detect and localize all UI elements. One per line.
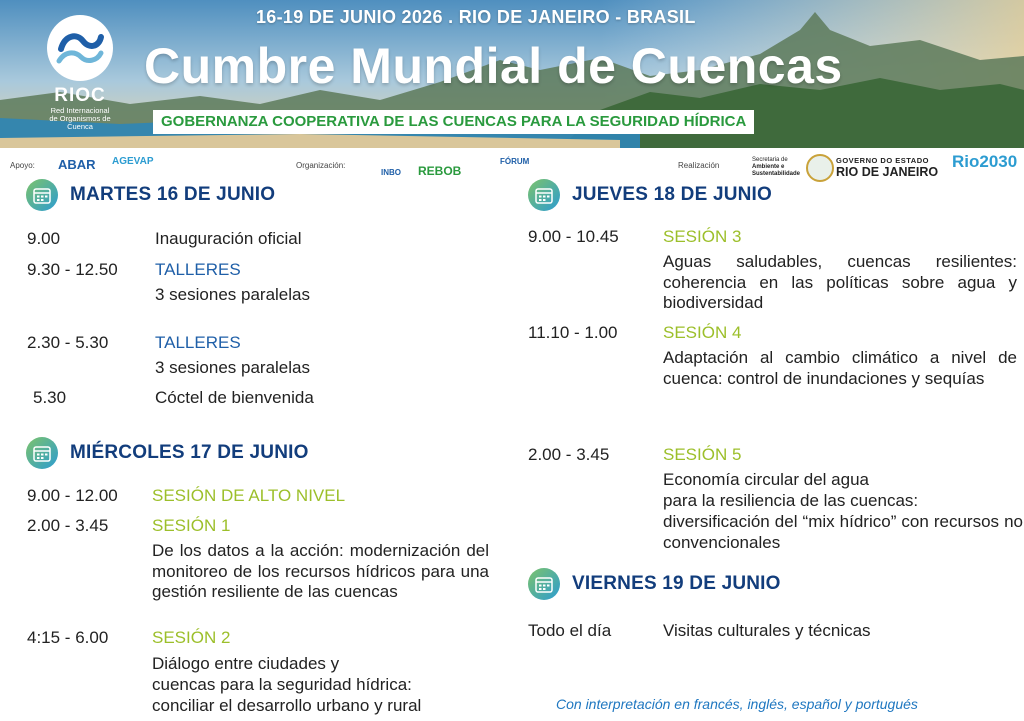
day-title-thursday: JUEVES 18 DE JUNIO xyxy=(572,184,773,205)
event-thu-3-line-1: Economía circular del agua xyxy=(663,470,870,489)
event-tue-4: Cóctel de bienvenida xyxy=(155,388,314,407)
logo-subtitle-2: de Organismos de Cuenca xyxy=(49,114,111,131)
event-subtitle: GOBERNANZA COOPERATIVA DE LAS CUENCAS PARA LA SEGURIDAD HÍDRICA xyxy=(153,110,754,134)
event-thu-2: Adaptación al cambio climático a nivel de cuenca: control de inundaciones y sequías xyxy=(663,348,1017,388)
time-thu-1: 9.00 - 10.45 xyxy=(528,227,619,246)
time-tue-2: 9.30 - 12.50 xyxy=(27,260,118,279)
event-tue-3: 3 sesiones paralelas xyxy=(155,358,310,377)
time-wed-2: 2.00 - 3.45 xyxy=(27,516,109,535)
event-wed-3-line-1: Diálogo entre ciudades y xyxy=(152,654,340,673)
day-header-tuesday xyxy=(26,179,275,211)
secretaria-line-1: Secretaria de xyxy=(752,157,788,163)
time-thu-3: 2.00 - 3.45 xyxy=(528,445,610,464)
governo-line-2: RIO DE JANEIRO xyxy=(836,165,939,179)
secretaria-line-3: Sustentabilidade xyxy=(752,171,801,177)
label-thu-2: SESIÓN 4 xyxy=(663,323,742,342)
event-wed-3-line-3: conciliar el desarrollo urbano y rural xyxy=(152,696,422,715)
agevap-logo: AGEVAP xyxy=(112,156,154,167)
rj-coat-of-arms-icon xyxy=(806,154,834,182)
label-thu-1: SESIÓN 3 xyxy=(663,227,742,246)
rioc-logo xyxy=(40,15,120,131)
interpretation-note: Con interpretación en francés, inglés, español y portugués xyxy=(556,696,918,712)
calendar-icon xyxy=(528,568,560,600)
day-header-thursday xyxy=(528,179,772,211)
logo-name: RIOC xyxy=(54,85,106,106)
label-wed-1: SESIÓN DE ALTO NIVEL xyxy=(152,486,346,505)
calendar-icon xyxy=(26,179,58,211)
calendar-icon xyxy=(26,437,58,469)
abar-logo: ABAR xyxy=(58,157,96,172)
day-header-friday xyxy=(528,568,781,600)
time-wed-3: 4:15 - 6.00 xyxy=(27,628,109,647)
time-tue-4: 5.30 xyxy=(33,388,67,407)
event-tue-1: Inauguración oficial xyxy=(155,229,302,248)
governo-rj-logo xyxy=(836,156,938,179)
rebob-logo: REBOB xyxy=(418,164,462,178)
apoyo-label: Apoyo: xyxy=(10,161,35,170)
label-wed-3: SESIÓN 2 xyxy=(152,628,231,647)
organizacion-label: Organización: xyxy=(296,161,346,170)
event-thu-3-line-2: para la resiliencia de las cuencas: xyxy=(663,491,919,510)
day-header-wednesday xyxy=(26,437,309,469)
secretaria-logo xyxy=(752,157,800,178)
inbo-logo: INBO xyxy=(381,168,401,177)
header-banner xyxy=(0,0,1024,148)
event-thu-3-detail: diversificación del “mix hídrico” con recursos no convencionales xyxy=(663,512,1023,552)
event-wed-3-line-2: cuencas para la seguridad hídrica: xyxy=(152,675,412,694)
event-fri-1: Visitas culturales y técnicas xyxy=(663,621,871,640)
label-tue-3: TALLERES xyxy=(155,333,241,352)
time-tue-1: 9.00 xyxy=(27,229,61,248)
label-thu-3: SESIÓN 5 xyxy=(663,445,742,464)
day-title-friday: VIERNES 19 DE JUNIO xyxy=(572,573,781,594)
time-tue-3: 2.30 - 5.30 xyxy=(27,333,109,352)
secretaria-line-2: Ambiente e xyxy=(752,164,785,170)
label-tue-2: TALLERES xyxy=(155,260,241,279)
calendar-icon xyxy=(528,179,560,211)
logo-subtitle-1: Red Internacional xyxy=(50,106,110,115)
time-fri-1: Todo el día xyxy=(528,621,612,640)
event-thu-1: Aguas saludables, cuencas resilientes: coherencia en las políticas sobre agua y biodiversidad xyxy=(663,252,1017,312)
time-thu-2: 11.10 - 1.00 xyxy=(528,323,618,342)
time-wed-1: 9.00 - 12.00 xyxy=(27,486,118,505)
event-tue-2: 3 sesiones paralelas xyxy=(155,285,310,304)
realizacion-label: Realización xyxy=(678,161,720,170)
governo-line-1: GOVERNO DO ESTADO xyxy=(836,156,929,165)
day-title-tuesday: MARTES 16 DE JUNIO xyxy=(70,184,276,205)
day-title-wednesday: MIÉRCOLES 17 DE JUNIO xyxy=(70,442,309,463)
event-dates: 16-19 DE JUNIO 2026 . RIO DE JANEIRO - BRASIL xyxy=(256,7,696,27)
rio2030-logo: Rio2030 xyxy=(952,152,1018,171)
event-wed-2: De los datos a la acción: modernización del monitoreo de los recursos hídricos para una gestión resiliente de las cuencas xyxy=(152,541,489,601)
event-title: Cumbre Mundial de Cuencas xyxy=(144,38,843,94)
label-wed-2: SESIÓN 1 xyxy=(152,516,231,535)
forum-logo: FÓRUM xyxy=(500,157,530,166)
rioc-logo-emblem xyxy=(47,15,113,81)
